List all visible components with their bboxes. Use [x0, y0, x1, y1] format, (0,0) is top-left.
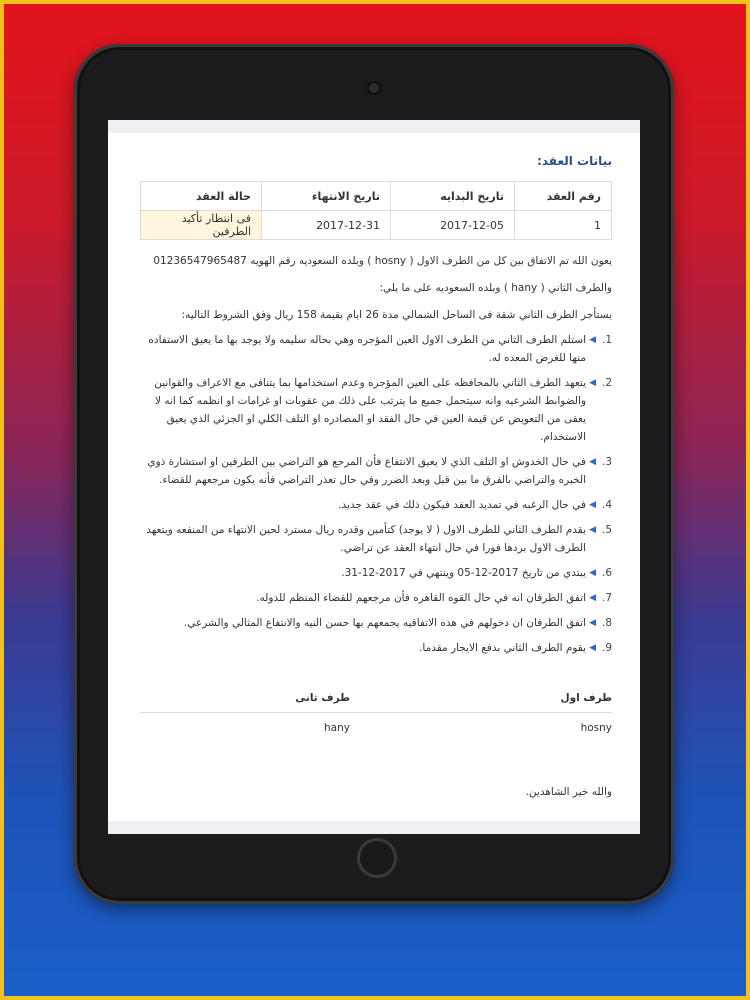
first-party-label: طرف اول — [560, 692, 612, 704]
arrow-icon: ◀ — [589, 525, 596, 535]
term-text: يبتدي من تاريخ 2017-12-05 وينتهي في 2017-12-31. — [341, 567, 586, 579]
term-number: 1. — [601, 334, 612, 346]
list-item — [140, 453, 612, 489]
intro-rental-terms: يستأجر الطرف الثاني شقة فى الساحل الشمالي مدة 26 ايام بقيمة 158 ريال وفق الشروط التاليه: — [181, 309, 612, 321]
term-text: في حال الرغبه في تمديد العقد فيكون ذلك في عقد جديد. — [338, 499, 586, 511]
list-item — [140, 496, 612, 514]
term-number: 4. — [601, 499, 612, 511]
term-number: 6. — [601, 567, 612, 579]
table-header-row — [141, 182, 612, 211]
parties-row — [140, 713, 612, 734]
header-start-date: تاريخ البدايه — [391, 182, 515, 211]
list-item — [140, 331, 612, 367]
tablet-screen — [108, 120, 640, 834]
contract-section-title: بيانات العقد: — [537, 154, 612, 168]
list-item — [140, 374, 612, 446]
term-number: 9. — [601, 642, 612, 654]
header-contract-number: رقم العقد — [515, 182, 612, 211]
arrow-icon: ◀ — [589, 457, 596, 467]
arrow-icon: ◀ — [589, 335, 596, 345]
arrow-icon: ◀ — [589, 378, 596, 388]
second-party-label: طرف ثانى — [295, 692, 350, 704]
parties-table — [140, 692, 612, 734]
cell-contract-number: 1 — [515, 211, 612, 240]
term-text: في حال الخدوش او التلف الذي لا يعيق الانتفاع فأن المرجع هو التراضي بين الطرفين او استشارة ذوي الخبره والتراضي بالفرق ما بين قبل وبعد الضرر وفي حال تعذر التراضي فأنه يكون مرجعهم للقضاء. — [147, 456, 586, 486]
term-number: 5. — [601, 524, 612, 536]
arrow-icon: ◀ — [589, 500, 596, 510]
intro-first-party: يعون الله تم الاتفاق بين كل من الطرف الاول ( hosny ) وبلده السعوديه رقم الهويه 01236547965487 — [153, 255, 612, 267]
term-text: يتعهد الطرف الثاني بالمحافظه على العين المؤجره وعدم استخدامها بما يتنافى مع الاعراف والقوانين والضوابط الشرعيه وانه سيتحمل جميع ما يترتب على ذلك من عقوبات او غرامات او انظمه كما انه لا يعفى من التعويض عن قيمة العين في حال الفقد او المصادره او التلف الكلي او الجزئي الذي يعيق الاستخدام. — [154, 377, 586, 443]
term-text: يقوم الطرف الثاني بدفع الايجار مقدما. — [419, 642, 586, 654]
contract-info-table — [140, 181, 612, 240]
term-text: استلم الطرف الثاني من الطرف الاول العين المؤجره وهي بحاله سليمه ولا يوجد بها ما يعيق الاستفاده منها للغرض المعده له. — [148, 334, 586, 364]
cell-end-date: 2017-12-31 — [262, 211, 391, 240]
first-party-value: hosny — [580, 722, 612, 734]
camera-icon — [369, 83, 379, 93]
arrow-icon: ◀ — [589, 593, 596, 603]
term-number: 3. — [601, 456, 612, 468]
list-item — [140, 639, 612, 657]
arrow-icon: ◀ — [589, 568, 596, 578]
home-button[interactable] — [357, 838, 397, 878]
contract-card — [108, 133, 640, 821]
header-end-date: تاريخ الانتهاء — [262, 182, 391, 211]
table-row — [141, 211, 612, 240]
tablet-device — [74, 44, 674, 904]
header-contract-status: حالة العقد — [141, 182, 262, 211]
term-text: اتفق الطرفان ان دخولهم في هذه الاتفاقيه يجمعهم بها حسن النيه والانتفاع المثالي والشرعي. — [183, 617, 586, 629]
term-number: 2. — [601, 377, 612, 389]
cell-contract-status: فى انتظار تأكيد الطرفين — [141, 211, 262, 240]
cell-start-date: 2017-12-05 — [391, 211, 515, 240]
list-item — [140, 564, 612, 582]
term-text: يقدم الطرف الثاني للطرف الاول ( لا يوجد) كتأمين وقدره ريال مسترد لحين الانتهاء من المنفعه ويتعهد الطرف الاول بردها فورا في حال انتهاء العقد عن تراضي. — [146, 524, 586, 554]
term-number: 7. — [601, 592, 612, 604]
term-number: 8. — [601, 617, 612, 629]
arrow-icon: ◀ — [589, 618, 596, 628]
list-item — [140, 614, 612, 632]
list-item — [140, 589, 612, 607]
second-party-value: hany — [324, 722, 350, 734]
list-item — [140, 521, 612, 557]
parties-header — [140, 692, 612, 713]
intro-second-party: والطرف الثاني ( hany ) وبلده السعوديه على ما يلي: — [379, 282, 612, 294]
closing-text: والله خير الشاهدين. — [525, 786, 612, 798]
terms-list — [140, 331, 612, 657]
term-text: اتفق الطرفان انه في حال القوه القاهره فأن مرجعهم للقضاء المنظم للدوله. — [256, 592, 586, 604]
arrow-icon: ◀ — [589, 643, 596, 653]
